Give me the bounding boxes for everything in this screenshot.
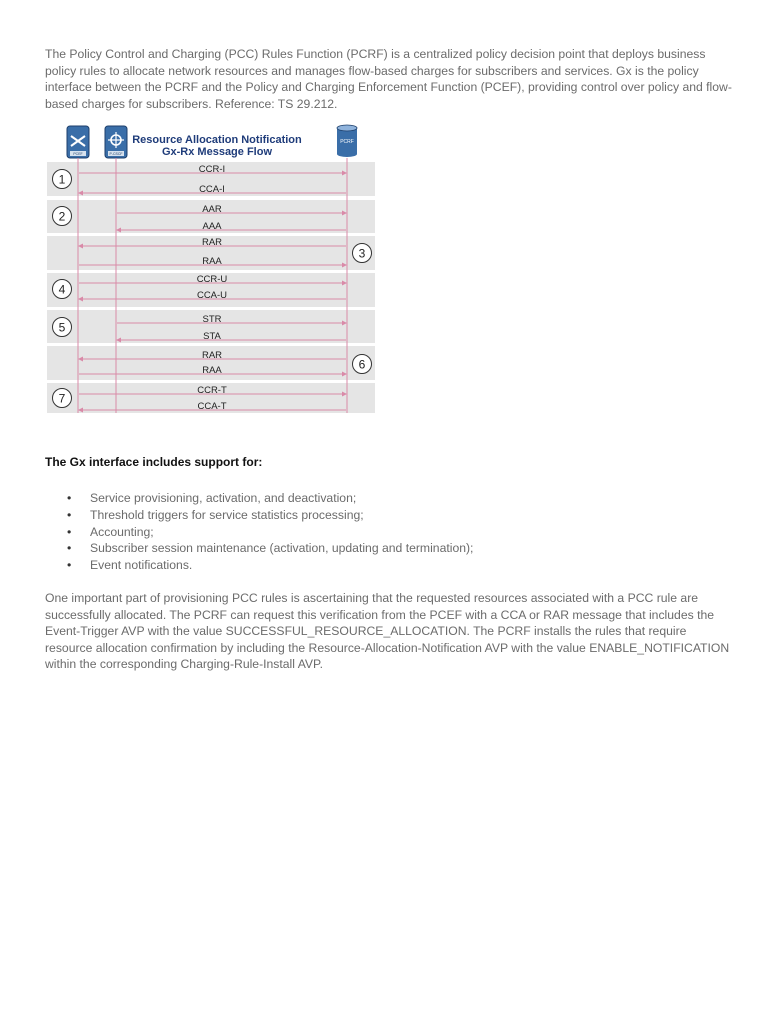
message-label: AAA <box>202 221 222 232</box>
diagram-title-line2: Gx-Rx Message Flow <box>161 146 273 158</box>
message-label: RAA <box>202 365 222 376</box>
pcscf-node-icon <box>105 126 127 158</box>
list-item: • Service provisioning, activation, and deactivation; <box>45 490 473 507</box>
step-marker-2 <box>53 207 72 226</box>
closing-paragraph: One important part of provisioning PCC rules is ascertaining that the requested resources associated with a PCC rule are successfully allocated. The PCRF can request this verification from the PCEF with a CCA or RAR message that includes the Event-Trigger AVP with the value SUCCESSFUL_RESOURCE_ALLOCATION. The PCRF installs the rules that require resource allocation confirmation by including the Resource-Allocation-Notification AVP with the value ENABLE_NOTIFICATION within the corresponding Charging-Rule-Install AVP. <box>45 591 730 672</box>
step-number-3: 3 <box>358 246 366 261</box>
diagram-title-line1: Resource Allocation Notification <box>132 134 302 146</box>
message-label: STR <box>202 314 222 325</box>
step-marker-3 <box>353 244 372 263</box>
message-label: CCA-I <box>199 184 225 195</box>
message-label: AAR <box>202 204 222 215</box>
step-number-6: 6 <box>358 357 366 372</box>
step-number-4: 4 <box>58 282 66 297</box>
step-number-1: 1 <box>58 172 66 187</box>
message-label: CCR-U <box>196 274 228 285</box>
message-label: CCR-T <box>197 385 227 396</box>
message-label: RAA <box>202 256 222 267</box>
step-marker-4 <box>53 280 72 299</box>
step-marker-7 <box>53 389 72 408</box>
gx-support-list <box>45 490 473 574</box>
step-number-7: 7 <box>58 391 66 406</box>
list-item: • Threshold triggers for service statistics processing; <box>45 507 473 524</box>
intro-paragraph: The Policy Control and Charging (PCC) Rules Function (PCRF) is a centralized policy decision point that deploys business policy rules to allocate network resources and manages flow-based charges for subscribers and services. Gx is the policy interface between the PCRF and the Policy and Charging Enforcement Function (PCEF), providing control over policy and flow-based charges for subscribers. Reference: TS 29.212. <box>45 47 732 111</box>
gx-support-heading: The Gx interface includes support for: <box>45 455 263 469</box>
message-label: CCA-T <box>197 401 227 412</box>
list-item: • Event notifications. <box>45 557 473 574</box>
message-flow-diagram <box>45 122 377 414</box>
node-label-pcrf: PCRF <box>340 139 354 145</box>
message-label: CCR-I <box>198 164 226 175</box>
pcef-node-icon <box>67 126 89 158</box>
step-marker-5 <box>53 318 72 337</box>
node-label-pcef: PCEF <box>73 152 83 156</box>
node-label-pcscf: P-CSCF <box>109 152 123 156</box>
step-number-5: 5 <box>58 320 66 335</box>
message-label: RAR <box>201 350 223 361</box>
list-item: • Accounting; <box>45 524 473 541</box>
list-item: • Subscriber session maintenance (activation, updating and termination); <box>45 540 473 557</box>
step-marker-6 <box>353 355 372 374</box>
message-label: CCA-U <box>196 290 228 301</box>
step-number-2: 2 <box>58 209 66 224</box>
pcrf-database-icon <box>337 125 357 157</box>
message-label: RAR <box>201 237 223 248</box>
step-marker-1 <box>53 170 72 189</box>
message-label: STA <box>203 331 221 342</box>
